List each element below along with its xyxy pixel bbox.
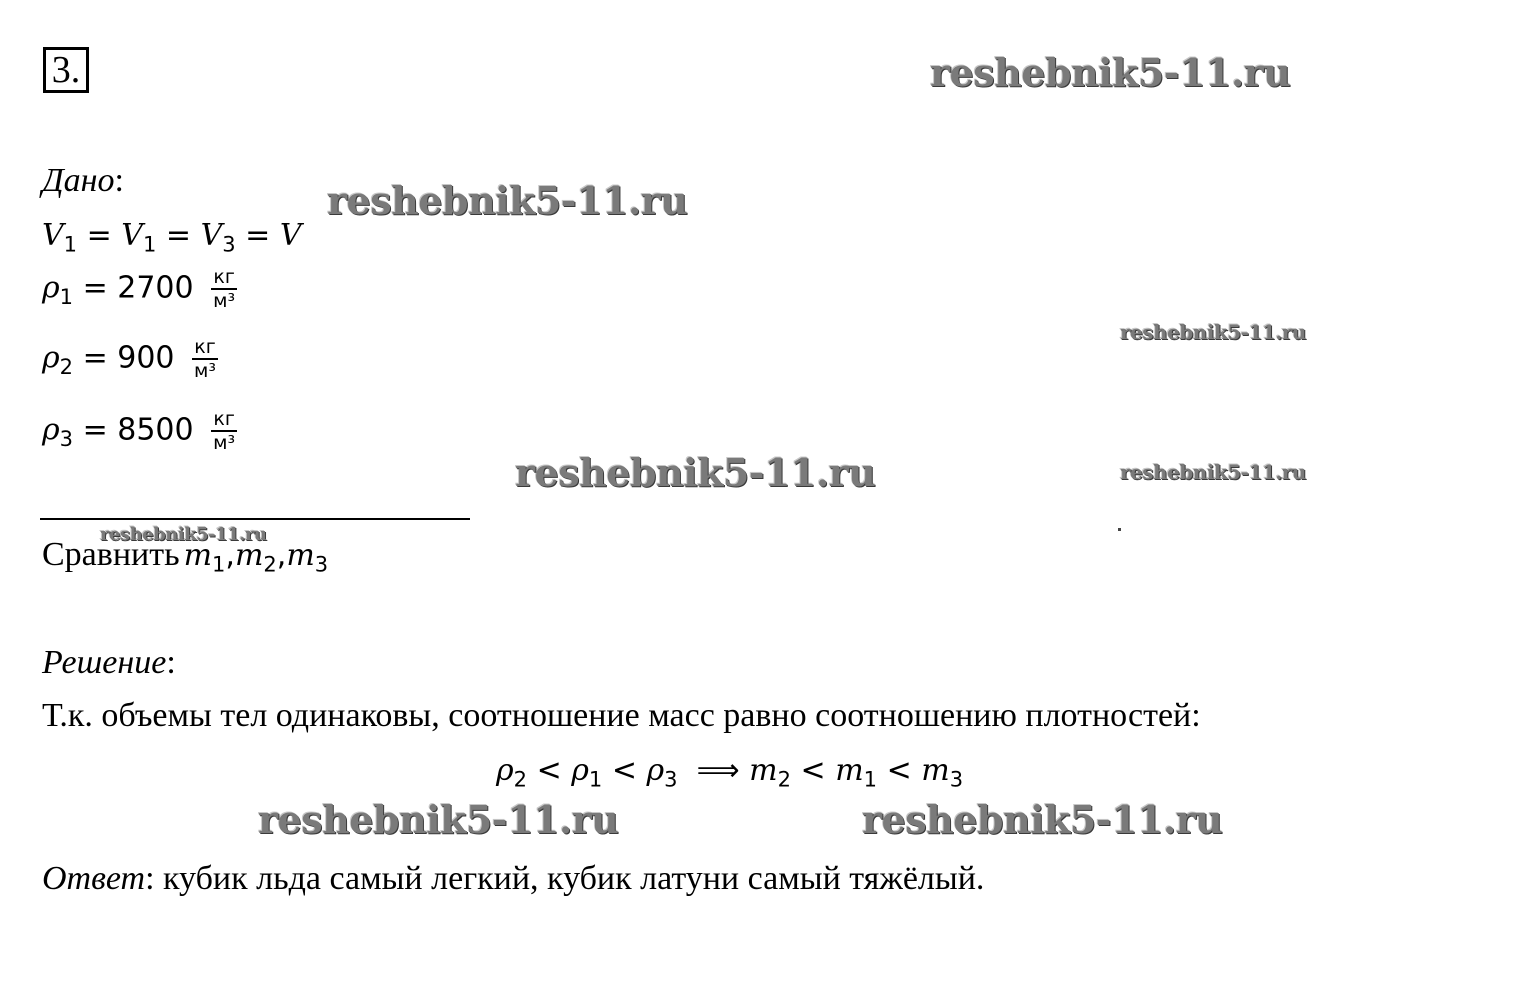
subscript: 1 — [212, 552, 226, 577]
subscript: 3 — [59, 426, 74, 451]
volume-symbol: V — [42, 218, 64, 253]
subscript: 2 — [263, 552, 277, 577]
given-colon: : — [114, 162, 124, 199]
divider-line — [40, 518, 470, 520]
subscript: 2 — [777, 767, 791, 792]
solution-text: Т.к. объемы тел одинаковы, соотношение масс равно соотношению плотностей: — [42, 697, 1201, 734]
subscript: 3 — [664, 767, 678, 792]
rho3-equation — [42, 408, 237, 454]
rho2-value: = 900 — [82, 340, 175, 376]
mass-symbol: m — [835, 753, 864, 788]
rho-symbol: ρ — [496, 753, 514, 788]
answer-label: Ответ — [42, 860, 146, 897]
unit-denominator: м³ — [213, 290, 236, 312]
unit-denominator: м³ — [213, 432, 236, 454]
subscript: 3 — [949, 767, 964, 792]
equals-sign: = — [86, 218, 112, 253]
mass-symbol: m — [921, 753, 950, 788]
answer-colon: : — [145, 860, 155, 897]
watermark: reshebnik5-11.ru — [930, 50, 1291, 95]
subscript: 1 — [63, 232, 78, 257]
watermark: reshebnik5-11.ru — [258, 797, 619, 842]
solution-formula — [496, 753, 963, 791]
answer-line — [42, 860, 984, 898]
less-than-sign: < — [611, 753, 637, 788]
unit-fraction — [192, 336, 218, 382]
rho-symbol: ρ — [42, 270, 60, 306]
implies-arrow: ⟹ — [696, 753, 740, 788]
volume-symbol: V — [200, 218, 223, 253]
subscript: 2 — [59, 354, 74, 379]
watermark: reshebnik5-11.ru — [862, 797, 1223, 842]
less-than-sign: < — [536, 753, 562, 788]
volume-symbol: V — [279, 218, 302, 253]
less-than-sign: < — [800, 753, 826, 788]
solution-heading — [42, 644, 176, 682]
subscript: 1 — [588, 767, 603, 792]
answer-text: кубик льда самый легкий, кубик латуни самый тяжёлый. — [154, 860, 985, 897]
subscript: 1 — [142, 232, 157, 257]
volume-symbol: V — [121, 218, 143, 253]
rho-symbol: ρ — [571, 753, 589, 788]
unit-fraction — [211, 266, 237, 312]
comma: , — [225, 538, 235, 573]
rho-symbol: ρ — [42, 340, 60, 376]
unit-numerator: кг — [211, 266, 237, 290]
subscript: 1 — [863, 767, 878, 792]
unit-denominator: м³ — [194, 360, 216, 382]
volumes-equation — [42, 218, 302, 256]
mass-symbol: m — [234, 538, 264, 573]
subscript: 1 — [59, 284, 74, 309]
watermark: reshebnik5-11.ru — [100, 524, 267, 545]
rho1-equation — [42, 266, 237, 312]
mass-symbol: m — [749, 753, 778, 788]
given-heading — [42, 162, 124, 200]
find-line — [42, 536, 328, 576]
subscript: 2 — [513, 767, 528, 792]
mass-symbol: m — [183, 538, 213, 573]
find-text: Сравнить — [42, 536, 180, 573]
comma: , — [276, 538, 287, 573]
unit-fraction — [211, 408, 237, 454]
solution-label: Решение — [42, 644, 167, 681]
watermark: reshebnik5-11.ru — [515, 450, 876, 495]
stray-dot — [1118, 528, 1121, 531]
watermark: reshebnik5-11.ru — [1120, 460, 1306, 484]
subscript: 3 — [314, 552, 329, 577]
unit-numerator: кг — [192, 336, 218, 360]
watermark: reshebnik5-11.ru — [327, 178, 688, 223]
task-number: 3. — [43, 47, 89, 93]
less-than-sign: < — [886, 753, 912, 788]
given-label: Дано — [42, 162, 115, 199]
rho3-value: = 8500 — [82, 412, 194, 448]
equals-sign: = — [245, 218, 271, 253]
subscript: 3 — [222, 232, 236, 257]
rho-symbol: ρ — [42, 412, 60, 448]
rho2-equation — [42, 336, 218, 382]
rho-symbol: ρ — [646, 753, 665, 788]
unit-numerator: кг — [211, 408, 237, 432]
watermark: reshebnik5-11.ru — [1120, 320, 1306, 344]
solution-colon: : — [166, 644, 176, 681]
rho1-value: = 2700 — [82, 270, 194, 306]
equals-sign: = — [165, 218, 192, 253]
mass-symbol: m — [286, 538, 315, 573]
